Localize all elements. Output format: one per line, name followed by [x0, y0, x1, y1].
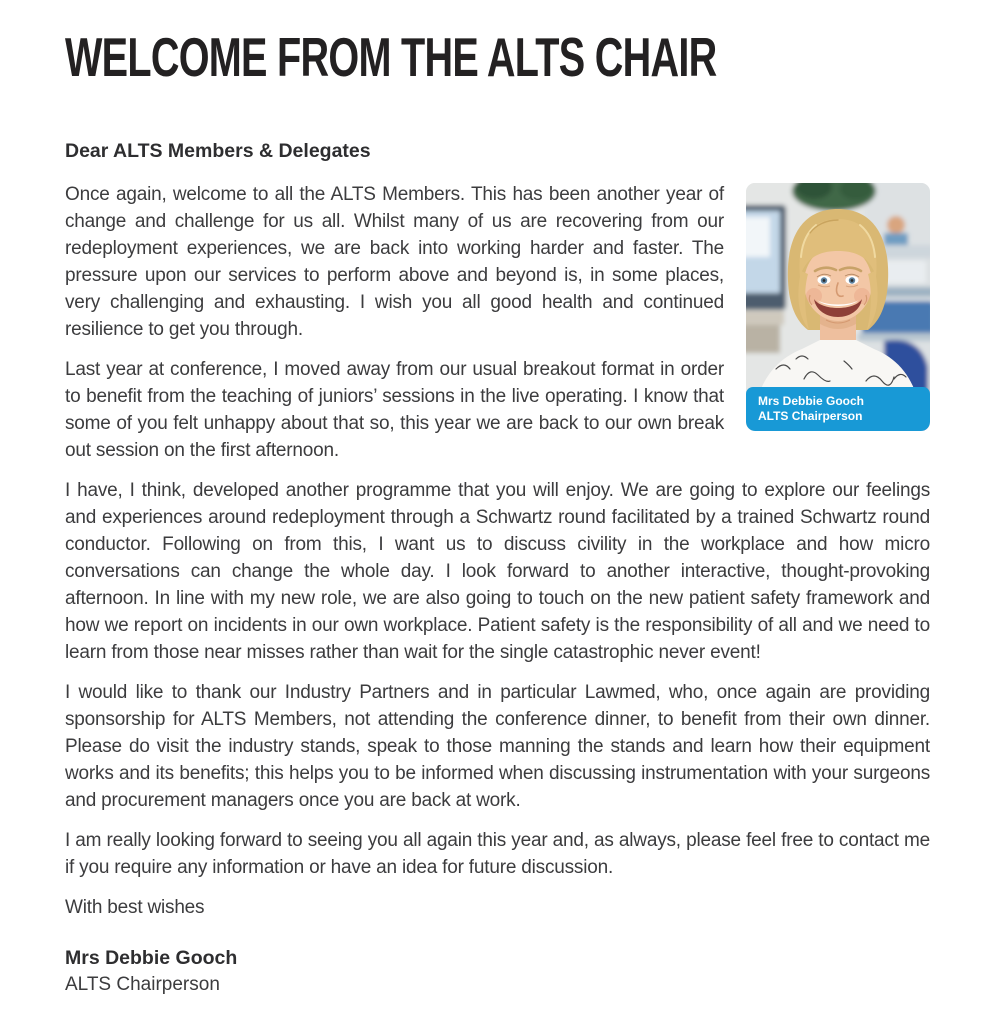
signature-block: [65, 945, 930, 998]
signature-role: ALTS Chairperson: [65, 974, 220, 995]
photo-caption-role: ALTS Chairperson: [758, 409, 863, 423]
letter-body: [65, 140, 930, 998]
closing-line: With best wishes: [65, 897, 205, 918]
paragraph-1: Once again, welcome to all the ALTS Members. This has been another year of change and challenge for us all. Whilst many of us are recovering from our redeployment experiences, we are back into working harder and faster. The pressure upon our services to perform above and beyond is, in some places, very challenging and exhausting. I wish you all good health and continued resilience to get you through.: [65, 184, 724, 340]
salutation: Dear ALTS Members & Delegates: [65, 140, 371, 162]
paragraph-5: I am really looking forward to seeing you all again this year and, as always, please feel free to contact me if you require any information or have an idea for future discussion.: [65, 830, 930, 878]
signature-name: Mrs Debbie Gooch: [65, 947, 238, 969]
paragraph-2: Last year at conference, I moved away from our usual breakout format in order to benefit from the teaching of juniors’ sessions in the live operating. I know that some of you felt unhappy about that so, this year we are back to our own break out session on the first afternoon.: [65, 359, 724, 461]
chairperson-photo: [746, 183, 930, 431]
page-title: WELCOME FROM THE ALTS CHAIR: [65, 26, 717, 88]
photo-caption: [746, 387, 930, 431]
photo-caption-name: Mrs Debbie Gooch: [758, 394, 865, 408]
paragraph-4: I would like to thank our Industry Partners and in particular Lawmed, who, once again are providing sponsorship for ALTS Members, not attending the conference dinner, to benefit from their own dinner. Please do visit the industry stands, speak to those manning the stands and learn how their equipment works and its benefits; this helps you to be informed when discussing instrumentation with your surgeons and procurement managers once you are back at work.: [65, 682, 930, 811]
paragraph-3: I have, I think, developed another programme that you will enjoy. We are going to explore our feelings and experiences around redeployment through a Schwartz round facilitated by a trained Schwartz round conductor. Following on from this, I want us to discuss civility in the workplace and how micro conversations can change the whole day. I look forward to another interactive, thought-provoking afternoon. In line with my new role, we are also going to touch on the new patient safety framework and how we report on incidents in our own workplace. Patient safety is the responsibility of all and we need to learn from those near misses rather than wait for the single catastrophic never event!: [65, 480, 930, 663]
